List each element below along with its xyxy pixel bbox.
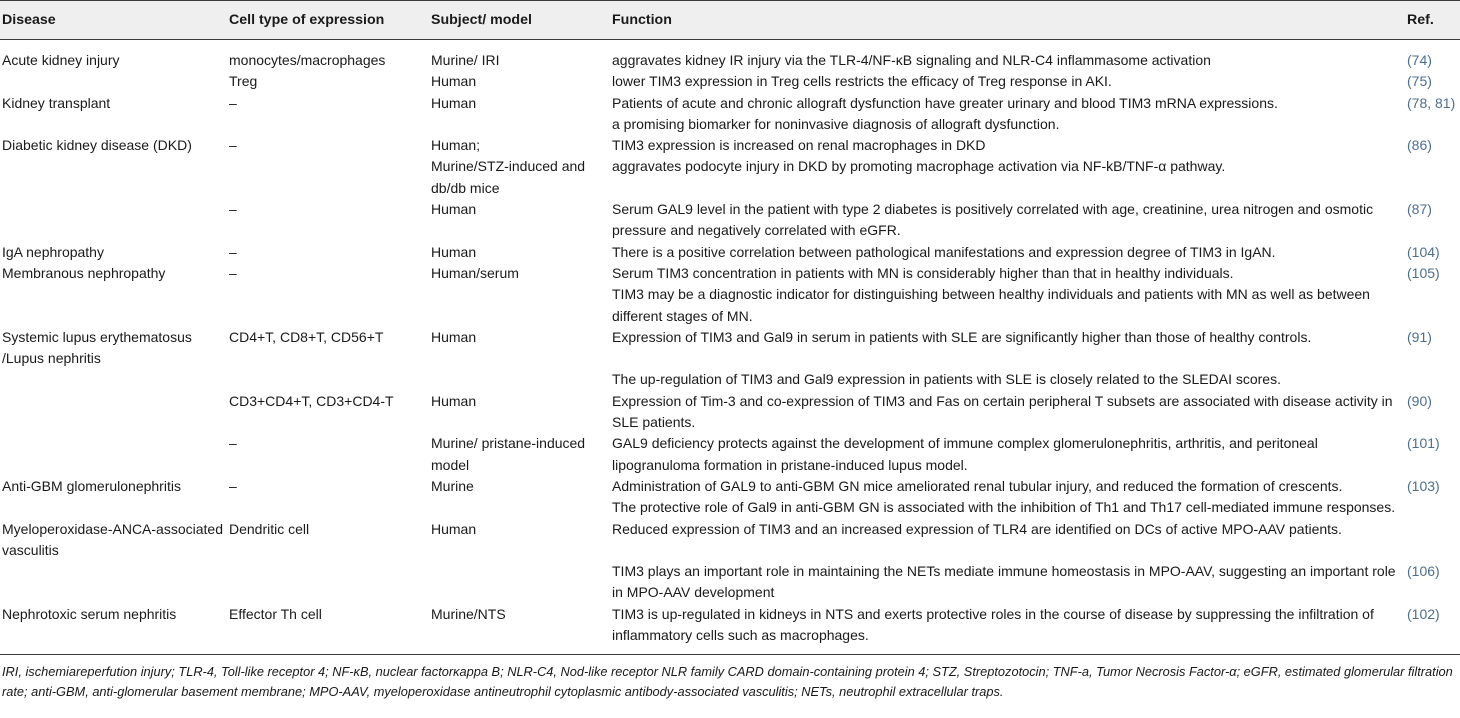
table-row (0, 433, 1460, 476)
cell-function: GAL9 deficiency protects against the development of immune complex glomerulonephritis, arthritis, and peritoneal lipogranuloma formation in pristane-induced lupus model. (612, 435, 1318, 473)
cell-subject: Human (431, 392, 477, 409)
cell-subject: Murine (431, 477, 474, 494)
cell-subject: Human; (431, 137, 481, 154)
table-row (0, 369, 1460, 390)
cell-subject (429, 369, 610, 390)
cell-ref: (86) (1407, 137, 1432, 154)
table-body (0, 40, 1460, 655)
cell-disease: Nephrotoxic serum nephritis (2, 605, 177, 622)
cell-cell-type: CD4+T, CD8+T, CD56+T (229, 328, 384, 345)
table-row (0, 561, 1460, 604)
header-disease: Disease (2, 12, 56, 28)
cell-function: Serum TIM3 concentration in patients with MN is considerably higher than that in healthy individuals. (612, 264, 1234, 281)
cell-cell-type (227, 369, 429, 390)
cell-cell-type: CD3+CD4+T, CD3+CD4-T (229, 392, 394, 409)
cell-cell-type: Treg (229, 73, 258, 90)
cell-disease (0, 497, 227, 518)
cell-ref: (78, 81) (1407, 94, 1456, 111)
cell-disease (0, 284, 227, 327)
cell-cell-type (227, 156, 429, 199)
cell-subject: Human (431, 94, 477, 111)
table-row (0, 604, 1460, 655)
cell-function: Reduced expression of TIM3 and an increased expression of TLR4 are identified on DCs of active MPO-AAV patients. (612, 520, 1342, 537)
cell-disease (0, 391, 227, 434)
cell-disease (0, 561, 227, 604)
cell-subject (429, 284, 610, 327)
cell-cell-type: monocytes/macrophages (229, 52, 386, 68)
cell-cell-type: Effector Th cell (229, 605, 322, 622)
table-row (0, 327, 1460, 370)
cell-subject (429, 497, 610, 518)
table-header (0, 1, 1460, 40)
cell-disease (0, 369, 227, 390)
cell-disease: Systemic lupus erythematosus /Lupus nephritis (2, 328, 192, 367)
cell-disease (0, 71, 227, 92)
cell-subject (429, 114, 610, 135)
cell-function: aggravates kidney IR injury via the TLR-4/NF-κB signaling and NLR-C4 inflammasome activation (612, 52, 1211, 68)
table-row (0, 476, 1460, 497)
cell-ref (1405, 369, 1460, 390)
header-subject: Subject/ model (431, 12, 532, 28)
cell-cell-type: – (229, 264, 237, 281)
cell-disease: Myeloperoxidase-ANCA-associated vasculitis (2, 520, 223, 558)
cell-ref (1405, 284, 1460, 327)
cell-ref (1405, 114, 1460, 135)
cell-function: Administration of GAL9 to anti-GBM GN mice ameliorated renal tubular injury, and reduced the formation of crescents. (612, 477, 1343, 494)
cell-cell-type: – (229, 137, 237, 154)
table-row (0, 40, 1460, 72)
cell-cell-type: – (229, 243, 237, 260)
cell-cell-type: – (229, 201, 237, 218)
cell-disease: Diabetic kidney disease (DKD) (2, 137, 192, 154)
cell-function: aggravates podocyte injury in DKD by promoting macrophage activation via NF-kB/TNF-α pathway. (612, 158, 1226, 175)
cell-disease (0, 156, 227, 199)
cell-function: TIM3 expression is increased on renal macrophages in DKD (612, 137, 986, 154)
cell-ref: (101) (1407, 435, 1440, 452)
cell-subject: Human/serum (431, 264, 519, 281)
table-row (0, 391, 1460, 434)
cell-disease: Kidney transplant (2, 94, 111, 111)
cell-disease (0, 114, 227, 135)
cell-function: a promising biomarker for noninvasive diagnosis of allograft dysfunction. (612, 115, 1060, 132)
header-function: Function (612, 12, 672, 28)
table-row (0, 135, 1460, 156)
table-row (0, 263, 1460, 284)
table-row (0, 284, 1460, 327)
cell-subject: Murine/STZ-induced and db/db mice (431, 158, 586, 196)
cell-ref: (102) (1407, 605, 1440, 622)
header-cell-type: Cell type of expression (229, 12, 385, 28)
cell-ref (1405, 497, 1460, 518)
cell-function: Patients of acute and chronic allograft dysfunction have greater urinary and blood TIM3 mRNA expressions. (612, 94, 1278, 111)
cell-function: TIM3 is up-regulated in kidneys in NTS and exerts protective roles in the course of disease by suppressing the infiltration of inflammatory cells such as macrophages. (612, 605, 1374, 644)
cell-cell-type (227, 561, 429, 604)
cell-subject: Murine/ pristane-induced model (431, 435, 586, 473)
cell-function: Expression of Tim-3 and co-expression of TIM3 and Fas on certain peripheral T subsets are associated with disease activity in SLE patients. (612, 392, 1393, 431)
cell-function: lower TIM3 expression in Treg cells restricts the efficacy of Treg response in AKI. (612, 73, 1112, 90)
cell-disease: Anti-GBM glomerulonephritis (2, 477, 181, 494)
cell-disease (0, 199, 227, 242)
table-row (0, 71, 1460, 92)
cell-disease: Acute kidney injury (2, 52, 120, 68)
cell-subject: Murine/ IRI (431, 52, 500, 68)
cell-ref: (74) (1407, 52, 1432, 68)
cell-ref: (105) (1407, 264, 1440, 281)
table-row (0, 199, 1460, 242)
cell-cell-type (227, 114, 429, 135)
cell-ref: (91) (1407, 328, 1432, 345)
cell-ref: (75) (1407, 73, 1432, 90)
table-row (0, 93, 1460, 114)
cell-subject: Human (431, 520, 477, 537)
cell-subject: Murine/NTS (431, 605, 506, 622)
cell-function: Expression of TIM3 and Gal9 in serum in patients with SLE are significantly higher than those of healthy controls. (612, 328, 1312, 345)
cell-cell-type: – (229, 477, 237, 494)
table-row (0, 114, 1460, 135)
table-row (0, 242, 1460, 263)
cell-cell-type: – (229, 435, 237, 452)
header-row (0, 1, 1460, 40)
cell-function: The protective role of Gal9 in anti-GBM GN is associated with the inhibition of Th1 and Th17 cell-mediated immune responses. (612, 499, 1396, 516)
table-row (0, 497, 1460, 518)
cell-disease: Membranous nephropathy (2, 264, 166, 281)
cell-subject: Human (431, 73, 477, 90)
cell-ref: (90) (1407, 392, 1432, 409)
cell-cell-type (227, 284, 429, 327)
cell-subject: Human (431, 243, 477, 260)
cell-ref: (106) (1407, 563, 1440, 580)
cell-disease: IgA nephropathy (2, 243, 104, 260)
table-row (0, 519, 1460, 562)
cell-disease (0, 433, 227, 476)
cell-cell-type: Dendritic cell (229, 520, 310, 537)
table-row (0, 156, 1460, 199)
cell-ref: (103) (1407, 477, 1440, 494)
table-footnote: IRI, ischemiareperfution injury; TLR-4, Toll-like receptor 4; NF-κB, nuclear factorκappa B; NLR-C4, Nod-like receptor NLR family CARD domain-containing protein 4; STZ, Streptozotocin; TNF-a, Tumor Necrosis Factor-α; eGFR, estimated glomerular filtration rate; anti-GBM, anti-glomerular basement membrane; MPO-AAV, myeloperoxidase antineutrophil cytoplasmic antibody-associated vasculitis; NETs, neutrophil extracellular traps. (2, 664, 1453, 700)
cell-subject (429, 561, 610, 604)
cell-function: Serum GAL9 level in the patient with type 2 diabetes is positively correlated with age, creatinine, urea nitrogen and osmotic pressure and negatively correlated with eGFR. (612, 201, 1374, 239)
cell-ref (1405, 156, 1460, 199)
cell-cell-type: – (229, 94, 237, 111)
cell-subject: Human (431, 328, 477, 345)
cell-ref: (104) (1407, 243, 1440, 260)
cell-function: The up-regulation of TIM3 and Gal9 expression in patients with SLE is closely related to the SLEDAI scores. (612, 371, 1281, 388)
cell-function: TIM3 plays an important role in maintaining the NETs mediate immune homeostasis in MPO-AAV, suggesting an important role in MPO-AAV development (612, 563, 1396, 601)
cell-function: There is a positive correlation between pathological manifestations and expression degree of TIM3 in IgAN. (612, 243, 1276, 260)
cell-cell-type (227, 497, 429, 518)
header-ref: Ref. (1407, 12, 1434, 28)
cell-subject: Human (431, 201, 477, 218)
cell-ref: (87) (1407, 201, 1432, 218)
cell-ref (1405, 519, 1460, 562)
cell-function: TIM3 may be a diagnostic indicator for distinguishing between healthy individuals and patients with MN as well as between different stages of MN. (612, 286, 1370, 324)
